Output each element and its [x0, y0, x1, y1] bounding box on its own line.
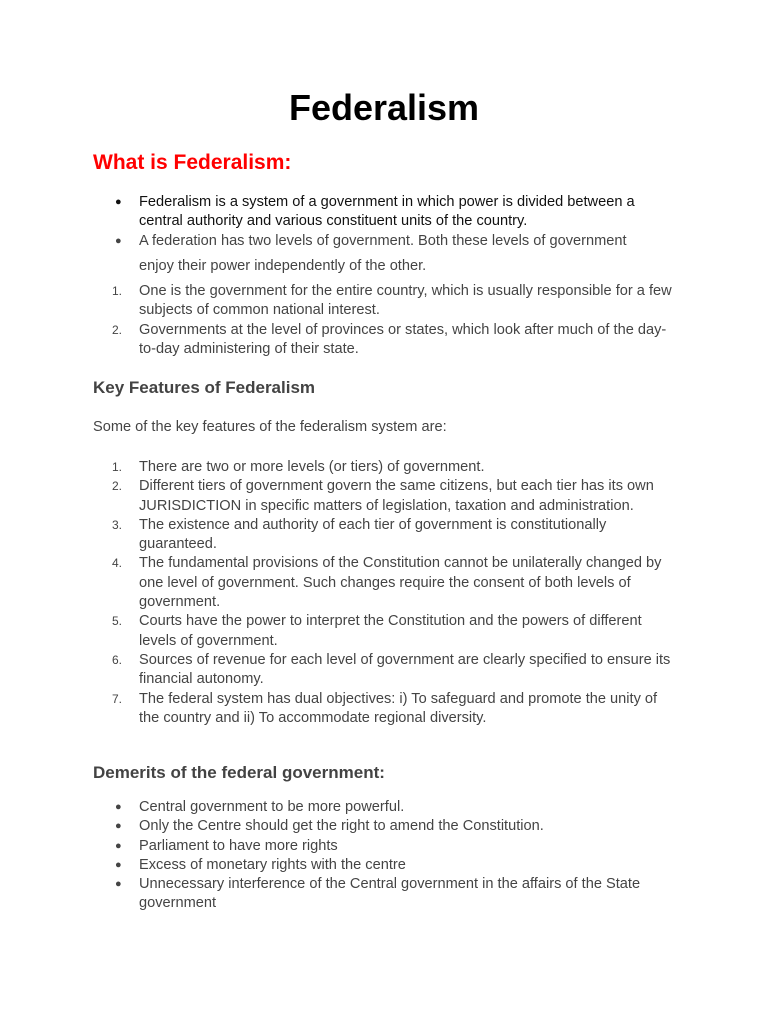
- number-marker: 4.: [112, 556, 123, 571]
- bullet-marker: ●: [115, 820, 122, 833]
- list-item: [0, 817, 768, 836]
- number-marker: 1.: [112, 460, 123, 474]
- number-marker: 7.: [112, 691, 123, 706]
- demerits-heading: Demerits of the federal government:: [93, 763, 385, 782]
- number-marker: 3.: [112, 517, 123, 532]
- what-is-bullet-list: [0, 193, 768, 276]
- number-marker: 2.: [112, 322, 123, 337]
- bullet-marker: ●: [115, 858, 122, 871]
- list-item: [0, 837, 768, 856]
- list-item: [0, 856, 768, 875]
- list-item: [0, 798, 768, 817]
- list-item: [0, 321, 768, 360]
- key-features-heading: Key Features of Federalism: [93, 378, 316, 397]
- what-is-heading: What is Federalism:: [93, 151, 292, 174]
- list-item-text: The fundamental provisions of the Constitution cannot be unilaterally changed by one level of government. Such changes require the consent of both levels of government.: [139, 555, 662, 611]
- list-item: [0, 193, 768, 232]
- demerits-list: [0, 798, 768, 914]
- number-marker: 1.: [112, 284, 123, 298]
- list-item-text: Courts have the power to interpret the Constitution and the powers of different levels of government.: [139, 613, 642, 649]
- list-item: [0, 477, 768, 516]
- list-item: [0, 612, 768, 651]
- list-item-text: Unnecessary interference of the Central government in the affairs of the State government: [139, 876, 641, 912]
- list-item-text: Parliament to have more rights: [139, 837, 338, 854]
- bullet-marker: ●: [115, 196, 122, 208]
- list-item-text: A federation has two levels of government. Both these levels of government: [139, 232, 627, 249]
- list-item: [0, 875, 768, 914]
- bullet-marker: ●: [115, 839, 122, 852]
- bullet-marker: ●: [115, 801, 122, 813]
- list-item-text: Sources of revenue for each level of government are clearly specified to ensure its financial autonomy.: [139, 651, 671, 688]
- list-item-text: There are two or more levels (or tiers) of government.: [139, 459, 485, 475]
- list-item: [0, 690, 768, 729]
- bullet-marker: ●: [115, 234, 122, 247]
- list-item: [0, 232, 768, 277]
- key-features-intro: Some of the key features of the federalism system are:: [93, 419, 447, 435]
- list-item: [0, 282, 768, 321]
- list-item-text: Only the Centre should get the right to amend the Constitution.: [139, 818, 544, 835]
- list-item: [0, 651, 768, 690]
- number-marker: 2.: [112, 479, 123, 494]
- list-item-text: Federalism is a system of a government in which power is divided between a central authority and various constituent units of the country.: [139, 194, 635, 230]
- list-item-text: Governments at the level of provinces or states, which look after much of the day-to-day administering of their state.: [139, 321, 667, 357]
- list-item: [0, 516, 768, 555]
- number-marker: 5.: [112, 614, 123, 629]
- list-item-text-continued: enjoy their power independently of the other.: [139, 257, 427, 274]
- key-features-list: [0, 458, 768, 728]
- list-item-text: The federal system has dual objectives: i) To safeguard and promote the unity of the country and ii) To accommodate regional diversity.: [139, 690, 658, 726]
- list-item: [0, 554, 768, 612]
- list-item-text: Central government to be more powerful.: [139, 799, 405, 815]
- bullet-marker: ●: [115, 878, 122, 891]
- number-marker: 6.: [112, 652, 123, 667]
- list-item-text: Different tiers of government govern the same citizens, but each tier has its own JURISDICTION in specific matters of legislation, taxation and administration.: [139, 478, 654, 514]
- page-title: Federalism: [288, 87, 480, 128]
- list-item: [0, 458, 768, 477]
- what-is-numbered-list: [0, 282, 768, 359]
- list-item-text: One is the government for the entire country, which is usually responsible for a few subjects of common national interest.: [139, 283, 672, 319]
- list-item-text: The existence and authority of each tier of government is constitutionally guaranteed.: [139, 516, 607, 553]
- list-item-text: Excess of monetary rights with the centre: [139, 856, 406, 873]
